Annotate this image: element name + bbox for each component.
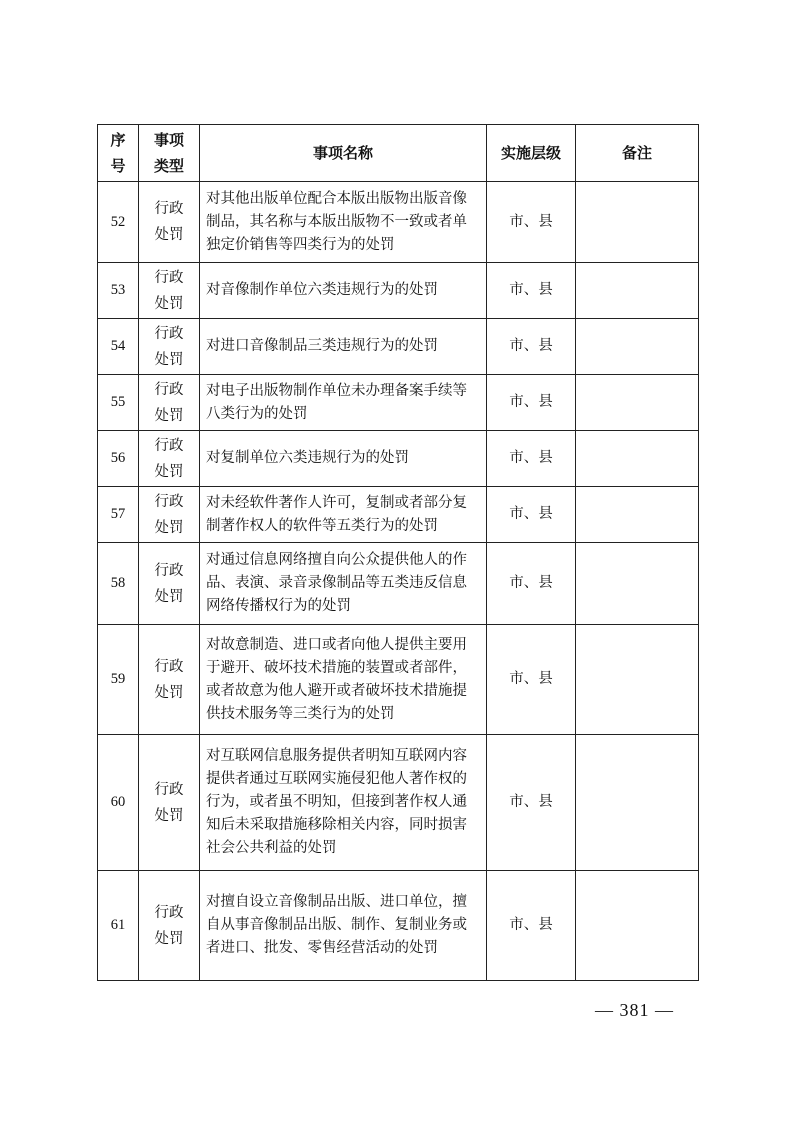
row-type-line1: 行政 (154, 781, 184, 798)
row-type-line1: 行政 (154, 269, 184, 286)
row-note (576, 625, 699, 735)
row-level: 市、县 (487, 319, 576, 375)
row-level: 市、县 (487, 625, 576, 735)
row-item-name: 对互联网信息服务提供者明知互联网内容提供者通过互联网实施侵犯他人著作权的行为，或者虽不明知，但接到著作权人通知后未采取措施移除相关内容，同时损害社会公共利益的处罚 (200, 735, 487, 871)
row-item-name: 对其他出版单位配合本版出版物出版音像制品，其名称与本版出版物不一致或者单独定价销售等四类行为的处罚 (200, 182, 487, 263)
row-type-line1: 行政 (154, 493, 184, 510)
row-item-name: 对未经软件著作人许可，复制或者部分复制著作权人的软件等五类行为的处罚 (200, 487, 487, 543)
row-number: 60 (98, 735, 139, 871)
table-row (98, 319, 699, 375)
row-type (139, 319, 200, 375)
header-level: 实施层级 (487, 125, 576, 182)
row-number: 54 (98, 319, 139, 375)
row-note (576, 487, 699, 543)
row-type (139, 263, 200, 319)
table-row (98, 487, 699, 543)
row-note (576, 543, 699, 625)
header-type-line2: 类型 (153, 157, 184, 175)
header-type-line1: 事项 (153, 131, 184, 149)
row-type-line2: 处罚 (154, 351, 184, 368)
row-level: 市、县 (487, 487, 576, 543)
row-number: 61 (98, 871, 139, 981)
page-number: — 381 — (595, 1000, 674, 1020)
row-type (139, 375, 200, 431)
row-number: 53 (98, 263, 139, 319)
row-type (139, 735, 200, 871)
row-note (576, 735, 699, 871)
header-item-name: 事项名称 (200, 125, 487, 182)
table-row (98, 871, 699, 981)
row-number: 56 (98, 431, 139, 487)
header-item-type (139, 125, 200, 182)
row-type-line1: 行政 (154, 381, 184, 398)
row-note (576, 431, 699, 487)
row-item-name: 对故意制造、进口或者向他人提供主要用于避开、破坏技术措施的装置或者部件，或者故意为他人避开或者破坏技术措施提供技术服务等三类行为的处罚 (200, 625, 487, 735)
row-type (139, 182, 200, 263)
row-type-line2: 处罚 (154, 807, 184, 824)
row-level: 市、县 (487, 871, 576, 981)
header-serial-number (98, 125, 139, 182)
row-type-line2: 处罚 (154, 930, 184, 947)
row-item-name: 对通过信息网络擅自向公众提供他人的作品、表演、录音录像制品等五类违反信息网络传播权行为的处罚 (200, 543, 487, 625)
row-type-line2: 处罚 (154, 227, 184, 243)
row-level: 市、县 (487, 735, 576, 871)
row-type-line1: 行政 (154, 325, 184, 342)
row-type (139, 871, 200, 981)
row-level: 市、县 (487, 543, 576, 625)
row-type-line2: 处罚 (154, 295, 184, 312)
table-header-row (98, 125, 699, 182)
row-type-line1: 行政 (154, 562, 184, 579)
row-type (139, 431, 200, 487)
row-number: 52 (98, 182, 139, 263)
table-row (98, 735, 699, 871)
row-type-line1: 行政 (154, 904, 184, 921)
row-note (576, 182, 699, 263)
row-type (139, 543, 200, 625)
row-item-name: 对复制单位六类违规行为的处罚 (200, 431, 487, 487)
row-type-line2: 处罚 (154, 407, 184, 424)
row-number: 57 (98, 487, 139, 543)
row-type-line2: 处罚 (154, 684, 184, 701)
items-table (97, 124, 699, 981)
row-type-line2: 处罚 (154, 588, 184, 605)
row-type (139, 625, 200, 735)
row-note (576, 871, 699, 981)
row-number: 55 (98, 375, 139, 431)
row-level: 市、县 (487, 431, 576, 487)
row-note (576, 319, 699, 375)
row-item-name: 对音像制作单位六类违规行为的处罚 (200, 263, 487, 319)
row-number: 58 (98, 543, 139, 625)
table-row (98, 543, 699, 625)
row-type-line1: 行政 (154, 658, 184, 675)
row-note (576, 375, 699, 431)
row-level: 市、县 (487, 263, 576, 319)
row-note (576, 263, 699, 319)
row-level: 市、县 (487, 375, 576, 431)
table-row (98, 625, 699, 735)
row-level: 市、县 (487, 182, 576, 263)
row-type-line1: 行政 (154, 437, 184, 454)
row-type (139, 487, 200, 543)
row-type-line2: 处罚 (154, 463, 184, 480)
row-number: 59 (98, 625, 139, 735)
row-item-name: 对进口音像制品三类违规行为的处罚 (200, 319, 487, 375)
table-row (98, 375, 699, 431)
header-note: 备注 (576, 125, 699, 182)
row-item-name: 对擅自设立音像制品出版、进口单位，擅自从事音像制品出版、制作、复制业务或者进口、批发、零售经营活动的处罚 (200, 871, 487, 981)
table-row (98, 182, 699, 263)
row-type-line1: 行政 (154, 201, 184, 217)
row-type-line2: 处罚 (154, 519, 184, 536)
table-row (98, 263, 699, 319)
row-item-name: 对电子出版物制作单位未办理备案手续等八类行为的处罚 (200, 375, 487, 431)
table-row (98, 431, 699, 487)
header-serial-line2: 号 (110, 157, 126, 175)
header-serial-line1: 序 (110, 131, 126, 149)
